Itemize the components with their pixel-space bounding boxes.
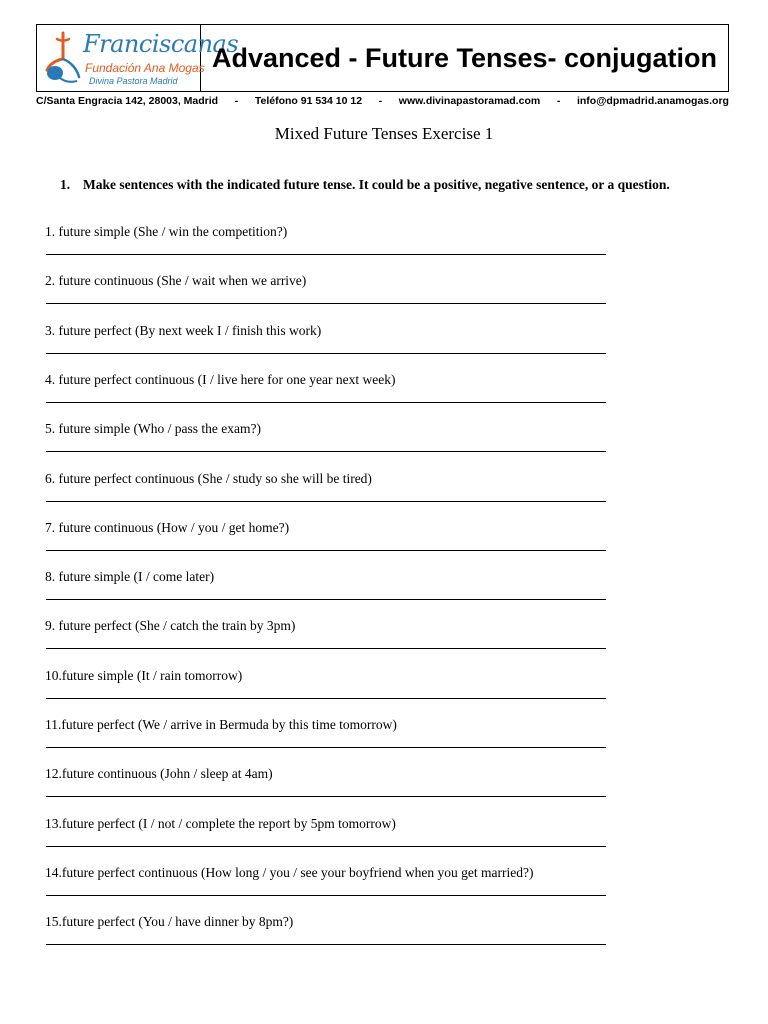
exercise-prompt: 10.future simple (It / rain tomorrow) xyxy=(45,667,243,683)
exercise-prompt: 2. future continuous (She / wait when we arrive) xyxy=(45,273,307,289)
answer-line[interactable] xyxy=(46,747,606,748)
contact-separator: - xyxy=(556,95,561,107)
exercise-item xyxy=(0,224,768,264)
exercise-prompt: 4. future perfect continuous (I / live here for one year next week) xyxy=(45,371,396,387)
exercise-item xyxy=(0,717,768,757)
contact-phone: Teléfono 91 534 10 12 xyxy=(254,95,363,107)
exercise-item xyxy=(0,569,768,609)
exercise-item xyxy=(0,816,768,856)
answer-line[interactable] xyxy=(46,402,606,403)
contact-email: info@dpmadrid.anamogas.org xyxy=(576,95,729,107)
exercise-item xyxy=(0,618,768,658)
contact-separator: - xyxy=(378,95,383,107)
answer-line[interactable] xyxy=(46,303,606,304)
exercise-prompt: 1. future simple (She / win the competition?) xyxy=(45,224,288,239)
instruction-text: Make sentences with the indicated future tense. It could be a positive, negative sentence, or a question. xyxy=(83,177,670,192)
exercise-prompt: 3. future perfect (By next week I / finish this work) xyxy=(45,322,322,338)
exercise-prompt: 6. future perfect continuous (She / study so she will be tired) xyxy=(45,470,372,486)
exercise-prompt: 14.future perfect continuous (How long / you / see your boyfriend when you get married?) xyxy=(45,864,534,880)
exercise-item xyxy=(0,273,768,313)
answer-line[interactable] xyxy=(46,846,606,847)
exercise-prompt: 7. future continuous (How / you / get home?) xyxy=(45,519,290,535)
answer-line[interactable] xyxy=(46,698,606,699)
document-title: Mixed Future Tenses Exercise 1 xyxy=(274,124,494,143)
contact-address: C/Santa Engracia 142, 28003, Madrid xyxy=(36,95,219,107)
answer-line[interactable] xyxy=(46,550,606,551)
logo-brand-text: Franciscanas xyxy=(83,30,239,58)
answer-line[interactable] xyxy=(46,353,606,354)
exercise-item xyxy=(0,668,768,708)
exercise-prompt: 12.future continuous (John / sleep at 4am) xyxy=(45,766,273,782)
exercise-prompt: 9. future perfect (She / catch the train by 3pm) xyxy=(45,618,296,634)
contact-website: www.divinapastoramad.com xyxy=(398,95,541,107)
page-title: Advanced - Future Tenses- conjugation xyxy=(211,42,718,73)
answer-line[interactable] xyxy=(46,648,606,649)
exercise-prompt: 15.future perfect (You / have dinner by 8pm?) xyxy=(45,914,294,930)
answer-line[interactable] xyxy=(46,796,606,797)
answer-line[interactable] xyxy=(46,501,606,502)
exercise-item xyxy=(0,372,768,412)
exercise-item xyxy=(0,471,768,511)
exercise-item xyxy=(0,766,768,806)
exercise-item xyxy=(0,520,768,560)
exercise-item xyxy=(0,323,768,363)
answer-line[interactable] xyxy=(46,451,606,452)
contact-separator: - xyxy=(234,95,239,107)
answer-line[interactable] xyxy=(46,895,606,896)
answer-line[interactable] xyxy=(46,599,606,600)
exercise-item xyxy=(0,421,768,461)
answer-line[interactable] xyxy=(46,944,606,945)
exercise-item xyxy=(0,865,768,905)
instruction-number: 1. xyxy=(60,177,71,192)
exercise-prompt: 5. future simple (Who / pass the exam?) xyxy=(45,421,261,437)
logo-location: Divina Pastora Madrid xyxy=(89,76,178,86)
answer-line[interactable] xyxy=(46,254,606,255)
exercise-prompt: 11.future perfect (We / arrive in Bermuda by this time tomorrow) xyxy=(45,717,397,732)
logo-subtitle: Fundación Ana Mogas xyxy=(85,61,205,75)
exercise-prompt: 8. future simple (I / come later) xyxy=(45,569,215,585)
exercise-prompt: 13.future perfect (I / not / complete the report by 5pm tomorrow) xyxy=(45,815,396,831)
exercise-item xyxy=(0,914,768,954)
